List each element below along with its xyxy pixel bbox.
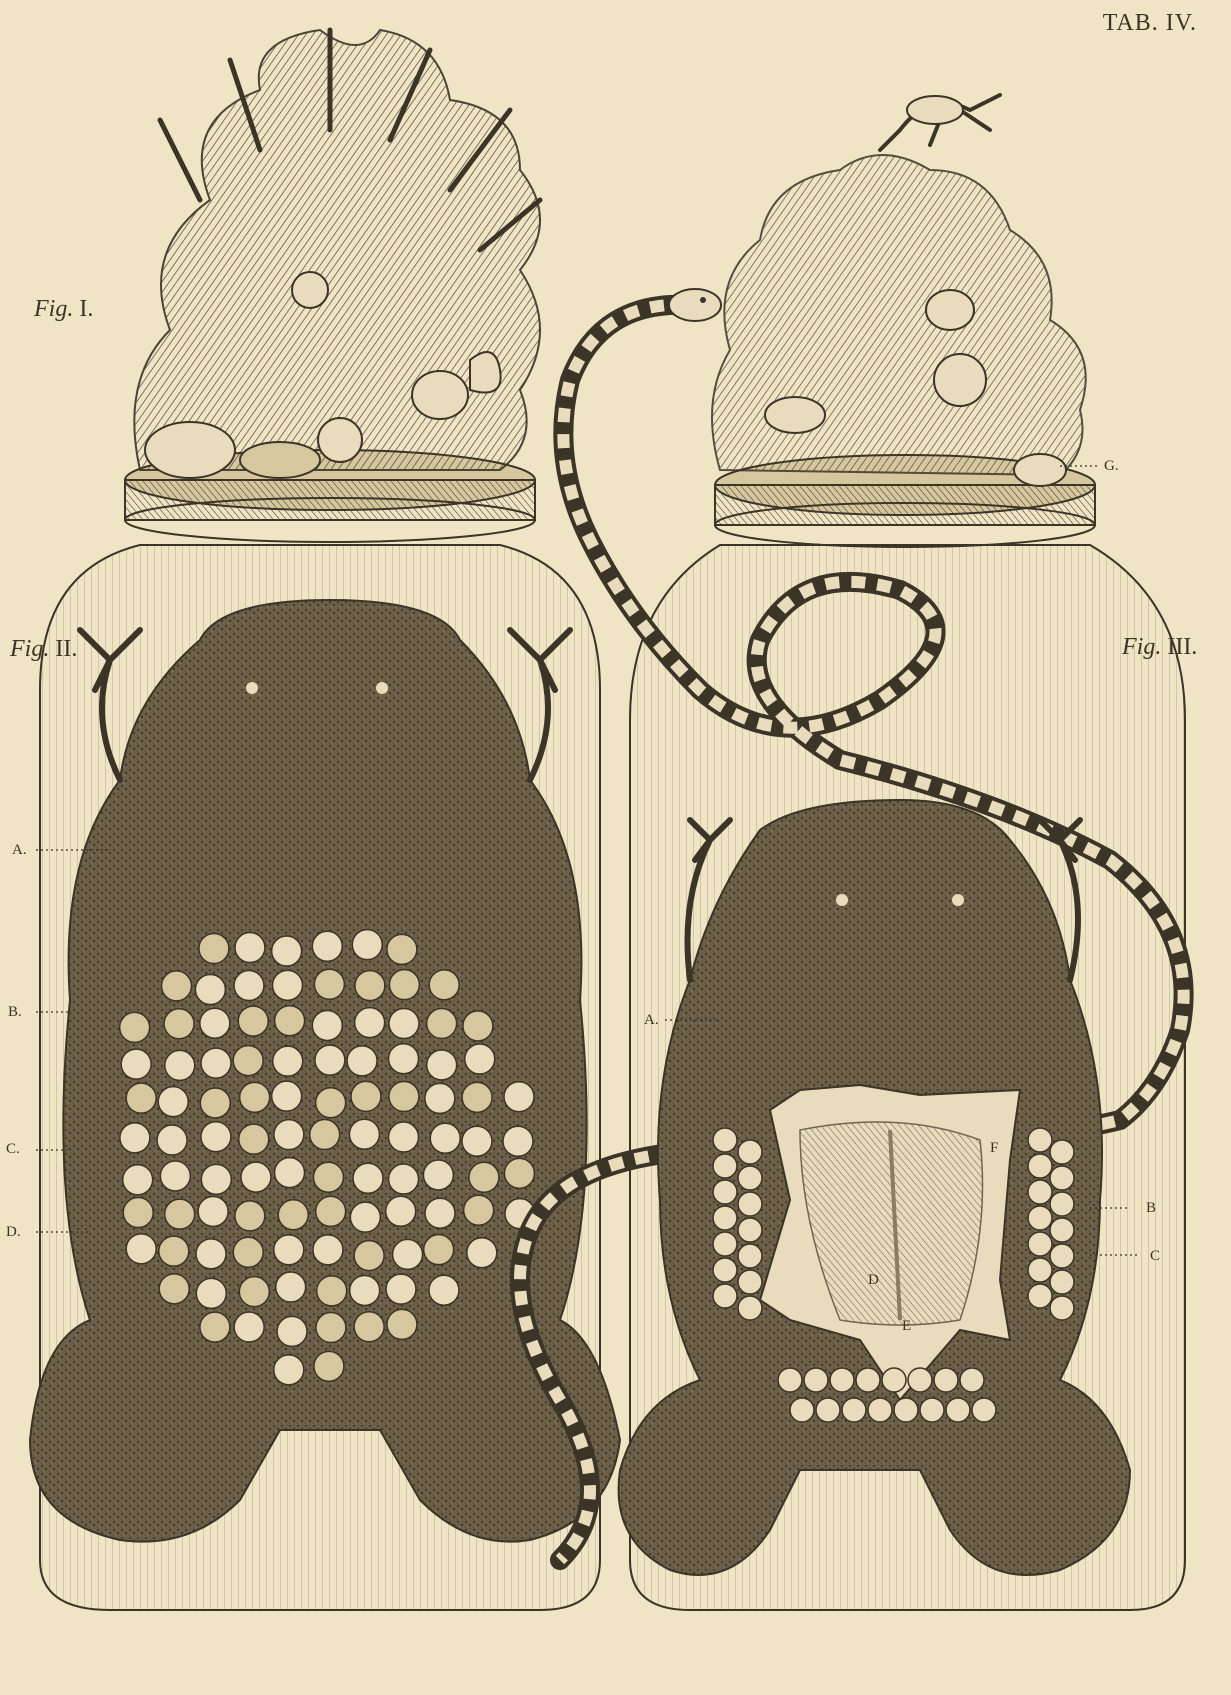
egg-cell [713, 1206, 737, 1230]
egg-cell [235, 1201, 265, 1231]
egg-cell [233, 1046, 263, 1076]
egg-cell [123, 1165, 153, 1195]
egg-cell [804, 1368, 828, 1392]
egg-cell [234, 971, 264, 1001]
egg-cell [240, 1082, 270, 1112]
egg-cell [313, 1235, 343, 1265]
egg-cell [354, 1312, 384, 1342]
egg-cell [462, 1126, 492, 1156]
egg-cell [972, 1398, 996, 1422]
egg-cell [425, 1198, 455, 1228]
egg-cell [165, 1199, 195, 1229]
egg-cell [158, 1087, 188, 1117]
egg-cell [200, 1088, 230, 1118]
egg-cell [430, 1123, 460, 1153]
egg-cell [738, 1166, 762, 1190]
egg-cell [355, 971, 385, 1001]
egg-cell [1050, 1218, 1074, 1242]
egg-cell [235, 933, 265, 963]
egg-cell [165, 1050, 195, 1080]
egg-cell [1028, 1154, 1052, 1178]
fig-2-label [10, 636, 77, 663]
egg-cell [713, 1258, 737, 1282]
egg-cell [425, 1083, 455, 1113]
right-letter-e: E [902, 1318, 912, 1334]
egg-cell [713, 1128, 737, 1152]
egg-cell [1028, 1284, 1052, 1308]
egg-cell [353, 1163, 383, 1193]
fig-1-number: I. [79, 296, 94, 322]
left-letter-d: D. [6, 1224, 21, 1240]
egg-cell [199, 933, 229, 963]
egg-cell [355, 1008, 385, 1038]
egg-cell [350, 1202, 380, 1232]
egg-cell [868, 1398, 892, 1422]
egg-cell [393, 1239, 423, 1269]
egg-cell [1050, 1296, 1074, 1320]
egg-cell [239, 1124, 269, 1154]
egg-cell [830, 1368, 854, 1392]
egg-cell [389, 970, 419, 1000]
egg-cell [467, 1238, 497, 1268]
egg-cell [126, 1234, 156, 1264]
egg-cell [934, 1368, 958, 1392]
egg-cell [278, 1200, 308, 1230]
left-coral-cluster [134, 30, 540, 478]
egg-cell [842, 1398, 866, 1422]
egg-cell [1050, 1166, 1074, 1190]
egg-cell [389, 1082, 419, 1112]
plate-title: TAB. IV. [1102, 10, 1197, 36]
egg-cell [120, 1123, 150, 1153]
egg-cell [713, 1180, 737, 1204]
egg-cell [121, 1049, 151, 1079]
fig-3-number: III. [1167, 634, 1198, 660]
egg-cell [424, 1235, 454, 1265]
egg-cell [196, 1239, 226, 1269]
egg-cell [423, 1160, 453, 1190]
egg-cell [387, 934, 417, 964]
egg-cell [317, 1276, 347, 1306]
egg-cell [738, 1140, 762, 1164]
egg-cell [159, 1274, 189, 1304]
egg-cell [196, 1278, 226, 1308]
egg-cell [351, 1081, 381, 1111]
egg-cell [314, 1351, 344, 1381]
egg-cell [314, 969, 344, 999]
egg-cell [386, 1196, 416, 1226]
egg-cell [160, 1161, 190, 1191]
egg-cell [273, 970, 303, 1000]
egg-cell [465, 1044, 495, 1074]
egg-cell [120, 1012, 150, 1042]
egg-cell [1028, 1180, 1052, 1204]
egg-cell [882, 1368, 906, 1392]
egg-cell [1028, 1128, 1052, 1152]
egg-cell [313, 1162, 343, 1192]
egg-cell [233, 1237, 263, 1267]
egg-cell [201, 1048, 231, 1078]
egg-cell [201, 1164, 231, 1194]
egg-cell [195, 975, 225, 1005]
egg-cell [126, 1083, 156, 1113]
egg-cell [316, 1088, 346, 1118]
fig-3-prefix: Fig. [1122, 634, 1162, 660]
egg-cell [349, 1119, 379, 1149]
egg-cell [713, 1232, 737, 1256]
fig-2-number: II. [55, 636, 78, 662]
right-letter-a: A. [644, 1012, 659, 1028]
fig-1-label [34, 296, 93, 323]
egg-cell [1028, 1206, 1052, 1230]
egg-cell [1050, 1270, 1074, 1294]
egg-cell [738, 1244, 762, 1268]
egg-cell [387, 1309, 417, 1339]
egg-cell [713, 1154, 737, 1178]
egg-cell [427, 1009, 457, 1039]
egg-cell [239, 1277, 269, 1307]
egg-cell [347, 1046, 377, 1076]
egg-cell [504, 1158, 534, 1188]
egg-cell [389, 1164, 419, 1194]
egg-cell [504, 1082, 534, 1112]
egg-cell [164, 1009, 194, 1039]
right-letter-f: F [990, 1140, 999, 1156]
egg-cell [272, 1081, 302, 1111]
egg-cell [238, 1006, 268, 1036]
egg-cell [429, 970, 459, 1000]
egg-cell [234, 1312, 264, 1342]
egg-cell [275, 1006, 305, 1036]
egg-cell [354, 1241, 384, 1271]
egg-cell [274, 1235, 304, 1265]
egg-cell [960, 1368, 984, 1392]
egg-cell [469, 1162, 499, 1192]
egg-cell [738, 1296, 762, 1320]
egg-cell [738, 1270, 762, 1294]
egg-cell [161, 971, 191, 1001]
left-letter-c: C. [6, 1141, 20, 1157]
egg-cell [241, 1162, 271, 1192]
egg-cell [856, 1368, 880, 1392]
fig-2-prefix: Fig. [10, 636, 50, 662]
right-letter-d: D [868, 1272, 879, 1288]
egg-cell [272, 936, 302, 966]
egg-cell [350, 1275, 380, 1305]
egg-cell [200, 1008, 230, 1038]
egg-cell [157, 1125, 187, 1155]
egg-cell [778, 1368, 802, 1392]
egg-cell [201, 1122, 231, 1152]
egg-cell [464, 1195, 494, 1225]
egg-cell [276, 1272, 306, 1302]
right-letter-c: C [1150, 1248, 1161, 1264]
egg-cell [503, 1126, 533, 1156]
right-letter-g: G. [1104, 458, 1119, 474]
left-letter-b: B. [8, 1004, 22, 1020]
right-letter-b: B [1146, 1200, 1157, 1216]
egg-cell [463, 1011, 493, 1041]
left-letter-a: A. [12, 842, 27, 858]
egg-cell [315, 1045, 345, 1075]
egg-cell [713, 1284, 737, 1308]
egg-cell [316, 1196, 346, 1226]
egg-cell [198, 1196, 228, 1226]
egg-cell [894, 1398, 918, 1422]
egg-cell [462, 1082, 492, 1112]
egg-cell [312, 1010, 342, 1040]
egg-cell [1028, 1258, 1052, 1282]
egg-cell [946, 1398, 970, 1422]
egg-cell [123, 1198, 153, 1228]
egg-cell [429, 1275, 459, 1305]
egg-cell [790, 1398, 814, 1422]
egg-cell [427, 1050, 457, 1080]
egg-cell [1050, 1192, 1074, 1216]
right-coral-cluster [712, 95, 1086, 486]
egg-cell [159, 1236, 189, 1266]
egg-cell [1050, 1140, 1074, 1164]
egg-cell [738, 1192, 762, 1216]
egg-cell [816, 1398, 840, 1422]
egg-cell [386, 1274, 416, 1304]
egg-cell [316, 1313, 346, 1343]
egg-cell [389, 1122, 419, 1152]
egg-cell [275, 1158, 305, 1188]
egg-cell [310, 1120, 340, 1150]
egg-cell [274, 1120, 304, 1150]
egg-cell [1050, 1244, 1074, 1268]
egg-cell [200, 1312, 230, 1342]
egg-cell [920, 1398, 944, 1422]
egg-cell [274, 1355, 304, 1385]
egg-cell [1028, 1232, 1052, 1256]
egg-cell [908, 1368, 932, 1392]
egg-cell [277, 1316, 307, 1346]
fig-1-prefix: Fig. [34, 296, 74, 322]
egg-cell [389, 1044, 419, 1074]
egg-cell [273, 1046, 303, 1076]
egg-cell [738, 1218, 762, 1242]
egg-cell [389, 1009, 419, 1039]
egg-cell [312, 931, 342, 961]
egg-cell [352, 930, 382, 960]
fig-3-label [1122, 634, 1197, 661]
